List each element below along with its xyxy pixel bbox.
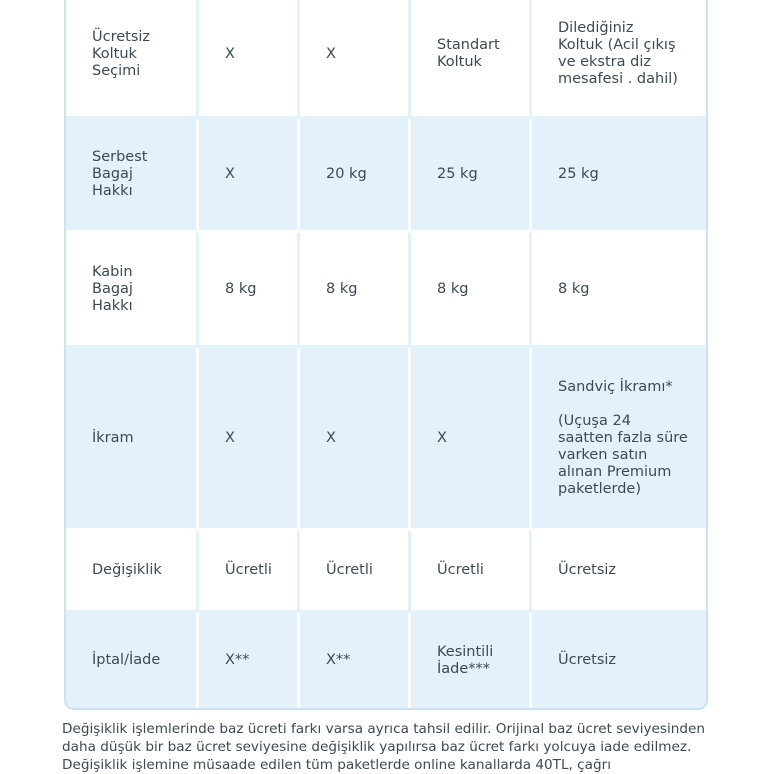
- row-label-checked-baggage: Serbest Bagaj Hakkı: [66, 119, 199, 233]
- cell-value: X**: [300, 613, 411, 708]
- cell-value: X**: [199, 613, 300, 708]
- cell-value: 8 kg: [199, 233, 300, 348]
- row-label-catering: İkram: [66, 348, 199, 531]
- cell-value: Sandviç İkramı* (Uçuşa 24 saatten fazla süre varken satın alınan Premium paketlerde): [532, 348, 706, 531]
- cell-value: Ücretsiz: [532, 613, 706, 708]
- cell-value: X: [199, 348, 300, 531]
- table-row-change: [66, 531, 706, 613]
- cell-value: Kesintili İade***: [411, 613, 532, 708]
- table-row-cabin-baggage: [66, 233, 706, 348]
- cell-value: Ücretli: [411, 531, 532, 613]
- table-row-catering: [66, 348, 706, 531]
- cell-value: X: [300, 348, 411, 531]
- cell-value: Dilediğiniz Koltuk (Acil çıkış ve ekstra diz mesafesi . dahil): [532, 0, 706, 119]
- table-row-cancel-refund: [66, 613, 706, 708]
- cell-value: Ücretli: [300, 531, 411, 613]
- cell-value: X: [199, 0, 300, 119]
- footnote-line: Değişiklik işlemlerinde baz ücreti farkı varsa ayrıca tahsil edilir. Orijinal baz ücret seviyesinden: [62, 721, 705, 737]
- cell-value: 8 kg: [532, 233, 706, 348]
- cell-value: X: [411, 348, 532, 531]
- package-comparison-table: [64, 0, 708, 710]
- row-label-change: Değişiklik: [66, 531, 199, 613]
- footnote-text: [62, 720, 712, 774]
- cell-value: 25 kg: [532, 119, 706, 233]
- cell-value: 8 kg: [411, 233, 532, 348]
- footnote-line: Değişiklik işlemine müsaade edilen tüm paketlerde online kanallarda 40TL, çağrı: [62, 757, 611, 773]
- cell-value: X: [199, 119, 300, 233]
- row-label-cabin-baggage: Kabin Bagaj Hakkı: [66, 233, 199, 348]
- cell-value: Standart Koltuk: [411, 0, 532, 119]
- table-row-seat-selection: [66, 0, 706, 119]
- table-row-checked-baggage: [66, 119, 706, 233]
- cell-value: Ücretli: [199, 531, 300, 613]
- row-label-cancel-refund: İptal/İade: [66, 613, 199, 708]
- cell-value: 25 kg: [411, 119, 532, 233]
- row-label-seat-selection: Ücretsiz Koltuk Seçimi: [66, 0, 199, 119]
- footnote-line: daha düşük bir baz ücret seviyesine değişiklik yapılırsa baz ücret farkı yolcuya iade edilmez.: [62, 739, 692, 755]
- cell-value: 8 kg: [300, 233, 411, 348]
- cell-value: X: [300, 0, 411, 119]
- cell-value: Ücretsiz: [532, 531, 706, 613]
- cell-value: 20 kg: [300, 119, 411, 233]
